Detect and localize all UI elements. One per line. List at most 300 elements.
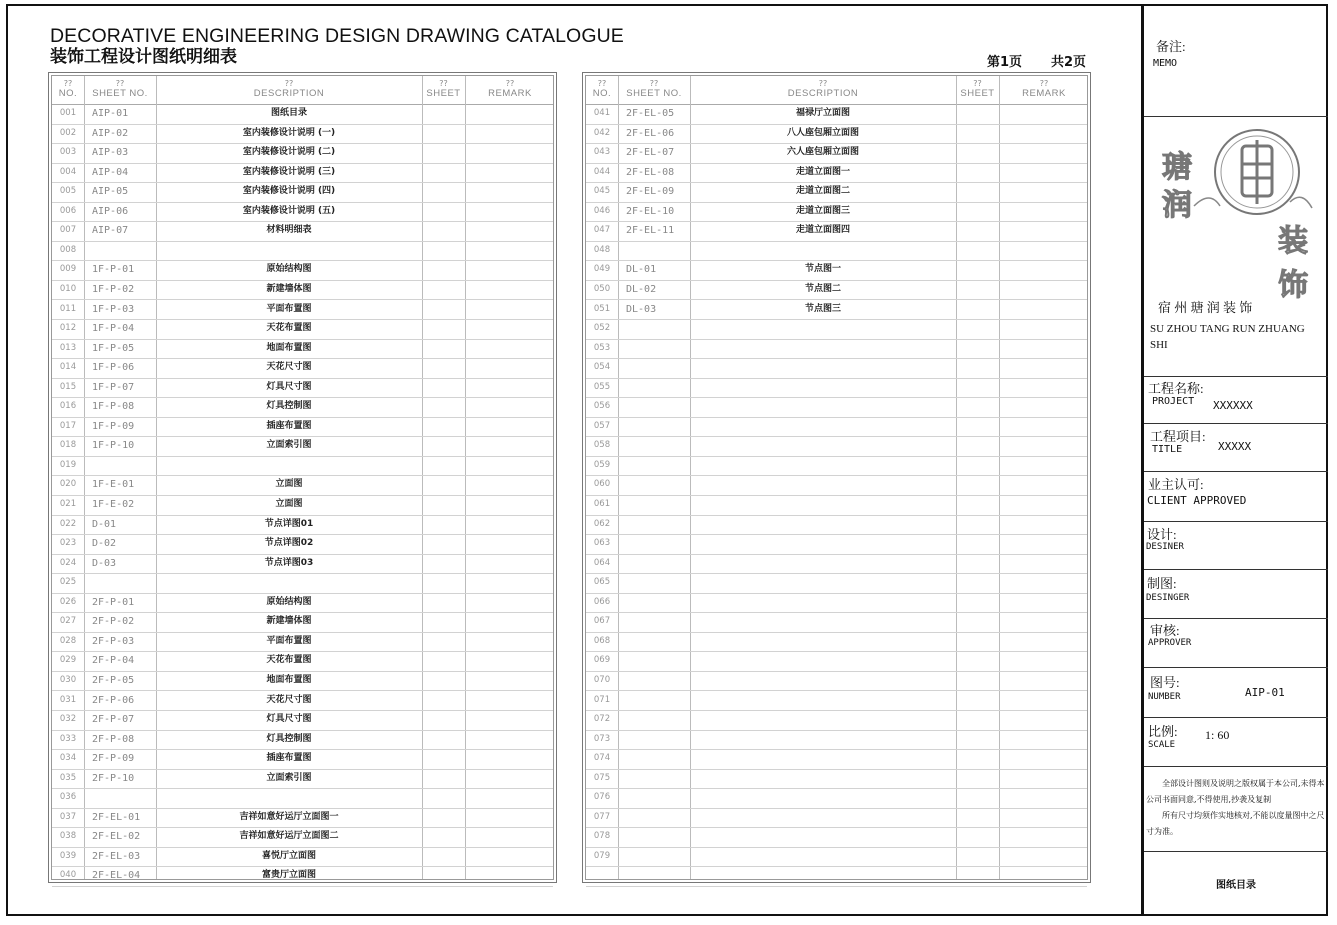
- row-description: [690, 593, 956, 613]
- row-sheet-no: [626, 671, 690, 691]
- row-number: 051: [593, 303, 611, 314]
- row-sheet-no: 1F-P-03: [92, 303, 135, 315]
- table-row: [52, 534, 553, 555]
- row-number: 004: [59, 166, 77, 177]
- project-value: XXXXXX: [1213, 399, 1253, 412]
- row-remark: [465, 143, 555, 163]
- row-number: 016: [59, 401, 77, 412]
- row-description: 福禄厅立面图: [795, 108, 850, 118]
- row-sheet: [422, 632, 465, 652]
- row-number: 047: [593, 225, 611, 236]
- title-block-rule: [1144, 423, 1328, 424]
- row-description: 走道立面图四: [795, 225, 850, 236]
- table-row: [586, 417, 1087, 438]
- row-sheet-no: AIP-06: [92, 205, 129, 217]
- row-number: 077: [593, 811, 611, 822]
- row-number: 058: [593, 440, 611, 451]
- row-sheet: [956, 710, 999, 730]
- row-number: 012: [59, 323, 77, 334]
- row-sheet-no: [626, 847, 690, 867]
- row-description: [690, 417, 956, 437]
- company-logo: [1150, 120, 1326, 303]
- table-header: [52, 76, 553, 105]
- row-sheet-no: 1F-P-01: [92, 264, 135, 276]
- table-row: [586, 651, 1087, 672]
- row-number: 042: [593, 127, 611, 138]
- row-sheet: [956, 515, 999, 535]
- row-remark: [465, 241, 555, 261]
- table-row: [52, 124, 553, 145]
- row-number: 068: [593, 635, 611, 646]
- table-row: [52, 280, 553, 301]
- row-sheet-no: 2F-EL-03: [92, 850, 141, 862]
- row-remark: [999, 104, 1089, 124]
- row-remark: [999, 280, 1089, 300]
- table-row: [52, 612, 553, 633]
- row-description: [690, 808, 956, 828]
- row-sheet: [422, 143, 465, 163]
- row-remark: [465, 710, 555, 730]
- drawing-name: 图纸目录: [1216, 880, 1256, 891]
- row-remark: [465, 788, 555, 808]
- row-description: [690, 358, 956, 378]
- row-sheet-no: [626, 397, 690, 417]
- row-sheet: [422, 456, 465, 476]
- row-remark: [999, 827, 1089, 847]
- table-row: [52, 104, 553, 125]
- table-row: [52, 241, 553, 262]
- row-description: [690, 241, 956, 261]
- row-remark: [999, 671, 1089, 691]
- row-sheet: [422, 378, 465, 398]
- row-sheet: [422, 358, 465, 378]
- row-sheet-no: 2F-EL-05: [626, 108, 675, 119]
- row-remark: [465, 691, 555, 711]
- row-number: 038: [59, 831, 77, 842]
- row-sheet: [956, 495, 999, 515]
- row-remark: [465, 632, 555, 652]
- row-sheet: [422, 397, 465, 417]
- table-row: [586, 632, 1087, 653]
- table-row: [586, 788, 1087, 809]
- table-row: [52, 573, 553, 594]
- table-row: [586, 163, 1087, 184]
- table-row: [586, 221, 1087, 242]
- number-label-cn: 图号:: [1150, 675, 1180, 690]
- row-sheet: [956, 534, 999, 554]
- catalogue-title-en: DECORATIVE ENGINEERING DESIGN DRAWING CATALOGUE: [50, 25, 624, 47]
- row-description: 图纸目录: [270, 108, 307, 118]
- row-sheet: [956, 651, 999, 671]
- row-description: 节点图一: [804, 264, 841, 275]
- row-sheet: [956, 788, 999, 808]
- row-sheet-no: AIP-07: [92, 225, 129, 237]
- row-sheet: [956, 808, 999, 828]
- row-sheet: [956, 124, 999, 144]
- row-remark: [465, 436, 555, 456]
- row-sheet-no: 2F-P-06: [92, 694, 135, 706]
- row-sheet-no: 2F-EL-10: [626, 205, 675, 217]
- row-sheet: [422, 495, 465, 515]
- table-row: [52, 339, 553, 360]
- row-sheet: [956, 221, 999, 241]
- row-sheet: [422, 749, 465, 769]
- row-sheet: [422, 554, 465, 574]
- title-block-rule: [1144, 116, 1328, 117]
- row-sheet-no: 1F-E-02: [92, 499, 135, 510]
- row-remark: [465, 515, 555, 535]
- company-name-en: SU ZHOU TANG RUN ZHUANG SHI: [1150, 323, 1305, 351]
- table-row: [52, 495, 553, 516]
- row-description: [690, 612, 956, 632]
- row-description: 节点详图02: [264, 538, 314, 549]
- row-number: 005: [59, 186, 77, 197]
- table-row: [52, 749, 553, 770]
- row-number: 075: [593, 772, 611, 783]
- title-block-rule: [1144, 851, 1328, 852]
- row-sheet: [956, 671, 999, 691]
- row-sheet-no: AIP-05: [92, 186, 129, 198]
- row-sheet-no: [626, 573, 690, 593]
- row-sheet-no: [626, 612, 690, 632]
- logo-char-1: 瑭: [1162, 150, 1192, 185]
- row-description: [690, 749, 956, 769]
- table-row: [586, 339, 1087, 360]
- row-sheet: [956, 260, 999, 280]
- row-sheet: [956, 163, 999, 183]
- row-remark: [999, 397, 1089, 417]
- row-description: [690, 788, 956, 808]
- client-label-en: CLIENT APPROVED: [1147, 494, 1247, 507]
- table-row: [586, 769, 1087, 790]
- row-sheet-no: [626, 534, 690, 554]
- row-number: 034: [59, 753, 77, 764]
- row-number: 065: [593, 577, 611, 588]
- table-row: [586, 378, 1087, 399]
- row-sheet: [956, 397, 999, 417]
- header-sheet-no: ?? SHEET NO.: [92, 79, 148, 99]
- row-sheet: [956, 827, 999, 847]
- table-row: [52, 593, 553, 614]
- row-sheet-no: [626, 651, 690, 671]
- row-description: [156, 573, 422, 593]
- row-remark: [999, 319, 1089, 339]
- row-remark: [465, 749, 555, 769]
- row-remark: [999, 495, 1089, 515]
- row-sheet-no: 2F-EL-07: [626, 147, 675, 159]
- table-row: [586, 573, 1087, 594]
- title-value: XXXXX: [1218, 440, 1252, 453]
- row-number: 078: [593, 831, 611, 842]
- row-description: 走道立面图三: [795, 205, 850, 216]
- row-remark: [999, 847, 1089, 867]
- row-sheet: [956, 280, 999, 300]
- designer-label-cn: 设计:: [1147, 527, 1177, 542]
- row-description: 立面索引图: [266, 440, 312, 451]
- row-description: 原始结构图: [266, 596, 312, 607]
- row-remark: [999, 534, 1089, 554]
- row-description: 立面索引图: [266, 772, 312, 783]
- table-row: [52, 632, 553, 653]
- row-sheet-no: 2F-EL-01: [92, 811, 141, 823]
- row-remark: [465, 260, 555, 280]
- row-sheet-no: [92, 241, 156, 261]
- row-number: 021: [59, 499, 77, 509]
- row-sheet-no: 2F-P-07: [92, 714, 135, 726]
- row-description: 灯具控制图: [266, 401, 312, 412]
- row-remark: [465, 163, 555, 183]
- row-sheet-no: [626, 730, 690, 750]
- row-sheet: [422, 417, 465, 437]
- client-label-cn: 业主认可:: [1148, 477, 1204, 492]
- row-description: [690, 495, 956, 515]
- row-remark: [465, 534, 555, 554]
- row-description: [690, 651, 956, 671]
- header-no: ?? NO.: [592, 79, 612, 99]
- row-description: 立面图: [275, 479, 303, 490]
- row-remark: [999, 202, 1089, 222]
- row-sheet: [422, 710, 465, 730]
- row-description: [690, 475, 956, 495]
- row-remark: [465, 358, 555, 378]
- row-description: [156, 456, 422, 476]
- row-sheet-no: 2F-EL-06: [626, 127, 675, 139]
- row-number: 006: [59, 205, 77, 216]
- row-description: [156, 788, 422, 808]
- row-remark: [999, 143, 1089, 163]
- row-sheet: [422, 260, 465, 280]
- table-row: [586, 241, 1087, 262]
- row-sheet-no: [626, 436, 690, 456]
- row-sheet-no: [626, 593, 690, 613]
- table-row: [52, 671, 553, 692]
- row-sheet: [422, 730, 465, 750]
- row-sheet-no: [626, 691, 690, 711]
- row-remark: [465, 475, 555, 495]
- row-number: 013: [59, 342, 77, 353]
- row-description: 材料明细表: [266, 225, 312, 236]
- title-block-rule: [1144, 569, 1328, 570]
- title-block-rule: [1144, 471, 1328, 472]
- row-sheet-no: AIP-02: [92, 127, 129, 139]
- table-row: [52, 866, 553, 887]
- row-remark: [465, 612, 555, 632]
- row-remark: [465, 417, 555, 437]
- number-label-en: NUMBER: [1148, 692, 1181, 702]
- table-row: [586, 475, 1087, 496]
- row-sheet-no: [626, 749, 690, 769]
- row-sheet: [956, 769, 999, 789]
- row-sheet-no: [626, 827, 690, 847]
- row-remark: [999, 730, 1089, 750]
- row-number: 032: [59, 714, 77, 725]
- table-row: [52, 202, 553, 223]
- copyright-note-1: 全部设计图则及说明之版权属于本公司,未得本公司书面同意,不得使用,抄袭及复制: [1146, 779, 1325, 804]
- row-description: [690, 456, 956, 476]
- row-sheet: [956, 241, 999, 261]
- table-header: [586, 76, 1087, 105]
- row-sheet: [422, 280, 465, 300]
- row-sheet: [956, 104, 999, 124]
- row-number: 054: [593, 362, 611, 373]
- row-sheet-no: DL-03: [626, 303, 657, 315]
- table-row: [586, 495, 1087, 516]
- row-sheet-no: [626, 339, 690, 359]
- table-row: [52, 847, 553, 868]
- row-remark: [999, 436, 1089, 456]
- row-number: 079: [593, 850, 611, 861]
- table-row: [52, 769, 553, 790]
- row-sheet-no: [92, 573, 156, 593]
- row-number: 026: [59, 596, 77, 607]
- row-remark: [999, 573, 1089, 593]
- row-remark: [999, 241, 1089, 261]
- row-sheet: [422, 534, 465, 554]
- row-sheet-no: AIP-04: [92, 166, 129, 178]
- row-number: 055: [593, 381, 611, 392]
- row-remark: [465, 573, 555, 593]
- row-remark: [999, 788, 1089, 808]
- row-sheet: [956, 554, 999, 574]
- table-row: [586, 202, 1087, 223]
- row-description: 地面布置图: [266, 674, 312, 685]
- row-sheet: [956, 378, 999, 398]
- logo-char-4: 饰: [1278, 268, 1308, 303]
- table-row: [52, 436, 553, 457]
- row-description: 室内装修设计说明 (二): [242, 147, 336, 158]
- row-description: 地面布置图: [266, 342, 312, 353]
- row-number: 025: [59, 577, 77, 588]
- row-sheet-no: [92, 788, 156, 808]
- row-remark: [465, 827, 555, 847]
- row-remark: [999, 378, 1089, 398]
- row-sheet: [422, 182, 465, 202]
- table-row: [52, 417, 553, 438]
- table-row: [586, 612, 1087, 633]
- table-row: [586, 866, 1087, 887]
- row-number: 011: [59, 303, 77, 314]
- row-number: 066: [593, 596, 611, 607]
- table-row: [52, 515, 553, 536]
- row-remark: [999, 358, 1089, 378]
- table-row: [52, 475, 553, 496]
- row-number: 007: [59, 225, 77, 236]
- row-remark: [999, 515, 1089, 535]
- row-sheet: [422, 124, 465, 144]
- row-description: 节点详图01: [264, 518, 314, 529]
- scale-value: 1: 60: [1205, 728, 1230, 742]
- row-sheet-no: [626, 319, 690, 339]
- row-remark: [465, 182, 555, 202]
- row-remark: [465, 397, 555, 417]
- row-number: 071: [593, 694, 611, 705]
- row-remark: [999, 221, 1089, 241]
- table-row: [586, 124, 1087, 145]
- table-row: [52, 651, 553, 672]
- row-sheet: [956, 339, 999, 359]
- row-description: 喜悦厅立面图: [261, 850, 316, 861]
- row-number: 014: [59, 362, 77, 373]
- catalogue-title-cn: 装饰工程设计图纸明细表: [50, 47, 237, 67]
- row-sheet: [422, 651, 465, 671]
- row-number: 023: [59, 538, 77, 549]
- table-row: [52, 163, 553, 184]
- title-block-rule: [1144, 521, 1328, 522]
- row-sheet: [956, 612, 999, 632]
- row-description: 走道立面图一: [795, 166, 850, 177]
- scale-label-en: SCALE: [1148, 740, 1176, 750]
- row-description: 室内装修设计说明 (五): [242, 205, 336, 216]
- row-description: [690, 710, 956, 730]
- row-sheet-no: [626, 632, 690, 652]
- row-sheet: [956, 632, 999, 652]
- copyright-note: [1146, 776, 1326, 840]
- row-sheet-no: 2F-P-02: [92, 616, 135, 628]
- row-description: [690, 573, 956, 593]
- row-sheet-no: 2F-EL-11: [626, 225, 675, 237]
- row-sheet-no: 1F-P-04: [92, 323, 135, 335]
- row-number: 060: [593, 479, 611, 490]
- row-remark: [465, 124, 555, 144]
- drafter-label-en: DESINGER: [1146, 593, 1190, 603]
- row-sheet-no: 1F-P-10: [92, 440, 135, 452]
- row-sheet-no: [626, 710, 690, 730]
- row-sheet-no: [626, 554, 690, 574]
- row-sheet: [956, 730, 999, 750]
- row-remark: [999, 475, 1089, 495]
- table-row: [586, 593, 1087, 614]
- table-row: [586, 319, 1087, 340]
- row-number: 010: [59, 283, 77, 294]
- row-sheet: [956, 182, 999, 202]
- row-remark: [465, 866, 555, 886]
- row-number: 049: [593, 264, 611, 275]
- title-block-rule: [1144, 618, 1328, 619]
- row-description: 灯具尺寸图: [266, 381, 312, 392]
- row-sheet-no: D-01: [92, 518, 117, 530]
- row-sheet: [422, 866, 465, 886]
- row-number: 050: [593, 283, 611, 294]
- row-sheet-no: AIP-03: [92, 147, 129, 159]
- row-description: 灯具控制图: [266, 733, 312, 744]
- row-sheet-no: 1F-P-09: [92, 420, 135, 432]
- row-sheet-no: 1F-P-08: [92, 401, 135, 413]
- row-sheet: [422, 808, 465, 828]
- row-number: 020: [59, 479, 77, 490]
- row-number: 072: [593, 714, 611, 725]
- company-name-cn: 宿 州 瑭 润 装 饰: [1158, 300, 1253, 315]
- row-description: 富贵厅立面图: [261, 870, 316, 881]
- row-remark: [999, 163, 1089, 183]
- row-description: [690, 436, 956, 456]
- table-row: [586, 182, 1087, 203]
- row-description: [690, 827, 956, 847]
- row-sheet: [956, 691, 999, 711]
- row-number: 041: [593, 108, 611, 118]
- row-sheet: [422, 475, 465, 495]
- title-label-cn: 工程项目:: [1150, 429, 1206, 444]
- row-remark: [465, 808, 555, 828]
- row-sheet: [422, 319, 465, 339]
- table-row: [586, 534, 1087, 555]
- logo-char-2: 润: [1162, 188, 1192, 223]
- row-description: 天花尺寸图: [266, 362, 312, 373]
- row-number: 061: [593, 499, 611, 509]
- row-sheet-no: [626, 866, 690, 886]
- row-number: 019: [59, 459, 77, 470]
- header-remark: ?? REMARK: [1022, 79, 1066, 99]
- page-current: 第1页: [987, 55, 1023, 70]
